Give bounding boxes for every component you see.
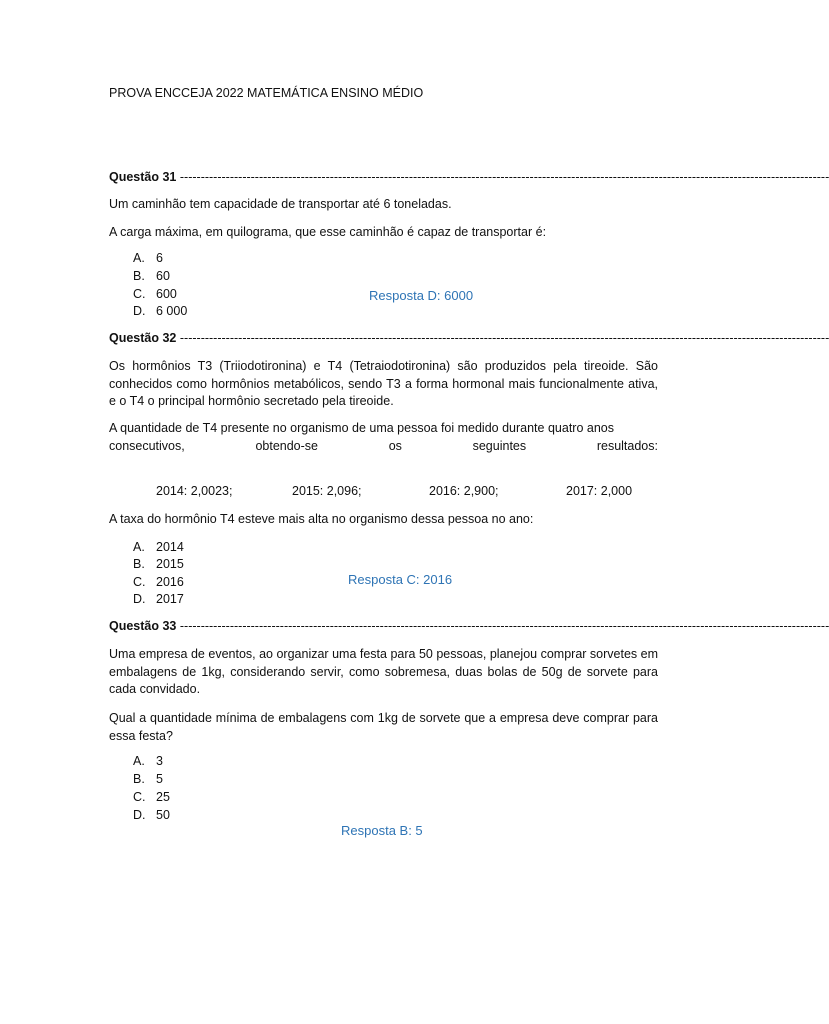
option-letter: D. (133, 592, 146, 606)
question-33-header (109, 618, 829, 636)
question-32-label: Questão 32 (109, 331, 177, 345)
option-text: 5 (156, 772, 163, 786)
question-33-answer: Resposta B: 5 (341, 823, 423, 838)
question-33-option-d (133, 807, 170, 825)
option-text: 6 000 (156, 304, 188, 318)
option-letter: B. (133, 557, 145, 571)
question-33-statement: Uma empresa de eventos, ao organizar uma festa para 50 pessoas, planejou comprar sorvetes em embalagens de 1kg, considerando servir, como sobremesa, duas bolas de 50g de sorvete para cada convidado. (109, 647, 658, 696)
question-31-prompt: A carga máxima, em quilograma, que esse caminhão é capaz de transportar é: (109, 225, 547, 239)
result-2014: 2014: 2,0023; (156, 484, 233, 498)
question-32-option-c (133, 574, 184, 592)
question-32-measurement-line-1: A quantidade de T4 presente no organismo de uma pessoa foi medido durante quatro anos (109, 421, 614, 435)
option-text: 60 (156, 269, 170, 283)
result-2015: 2015: 2,096; (292, 484, 362, 498)
result-2016: 2016: 2,900; (429, 484, 499, 498)
question-32-answer: Resposta C: 2016 (348, 572, 453, 587)
question-33-prompt: Qual a quantidade mínima de embalagens com 1kg de sorvete que a empresa deve comprar para essa festa? (109, 711, 658, 743)
word: consecutivos, (109, 439, 185, 453)
word: obtendo-se (255, 439, 318, 453)
question-31-header (109, 169, 829, 187)
option-text: 25 (156, 790, 170, 804)
question-33-divider: ------------------------------------------------------------------------------------------------------------------------------------------------------------ (179, 619, 829, 633)
option-text: 6 (156, 251, 163, 265)
option-letter: B. (133, 772, 145, 786)
option-letter: A. (133, 540, 145, 554)
question-32-option-a (133, 539, 184, 557)
result-2017: 2017: 2,000 (566, 484, 633, 498)
option-text: 2014 (156, 540, 184, 554)
option-letter: C. (133, 790, 146, 804)
question-33-option-c (133, 789, 170, 807)
question-31-option-a (133, 250, 163, 268)
option-letter: D. (133, 808, 146, 822)
question-32-option-d (133, 591, 184, 609)
question-32-option-b (133, 556, 184, 574)
question-31-divider: ------------------------------------------------------------------------------------------------------------------------------------------------------------ (179, 170, 829, 184)
word: os (388, 439, 402, 453)
question-31-label: Questão 31 (109, 170, 177, 184)
word: resultados: (596, 439, 658, 453)
option-letter: C. (133, 287, 146, 301)
option-text: 600 (156, 287, 177, 301)
question-31-statement: Um caminhão tem capacidade de transportar até 6 toneladas. (109, 197, 452, 211)
option-letter: A. (133, 251, 145, 265)
question-31-option-c (133, 286, 177, 304)
question-33-label: Questão 33 (109, 619, 177, 633)
word: seguintes (472, 439, 527, 453)
question-33-option-a (133, 753, 163, 771)
question-32-divider: ------------------------------------------------------------------------------------------------------------------------------------------------------------ (179, 331, 829, 345)
question-31-option-b (133, 268, 170, 286)
question-33-option-b (133, 771, 163, 789)
question-31-option-d (133, 303, 187, 321)
question-32-header (109, 330, 829, 348)
option-text: 2016 (156, 575, 184, 589)
option-letter: A. (133, 754, 145, 768)
option-text: 50 (156, 808, 170, 822)
option-text: 3 (156, 754, 163, 768)
option-text: 2017 (156, 592, 184, 606)
document-title: PROVA ENCCEJA 2022 MATEMÁTICA ENSINO MÉDIO (109, 86, 424, 100)
question-31-answer: Resposta D: 6000 (369, 288, 474, 303)
option-text: 2015 (156, 557, 184, 571)
option-letter: D. (133, 304, 146, 318)
option-letter: B. (133, 269, 145, 283)
question-32-statement: Os hormônios T3 (Triiodotironina) e T4 (Tetraiodotironina) são produzidos pela tireoide. São conhecidos como hormônios metabólicos, sendo T3 a forma hormonal mais funcionalmente ativa, e o T4 o principal hormônio secretado pela tireoide. (109, 359, 658, 408)
option-letter: C. (133, 575, 146, 589)
question-32-measurement-line-2 (109, 438, 658, 456)
question-32-prompt: A taxa do hormônio T4 esteve mais alta no organismo dessa pessoa no ano: (109, 512, 534, 526)
